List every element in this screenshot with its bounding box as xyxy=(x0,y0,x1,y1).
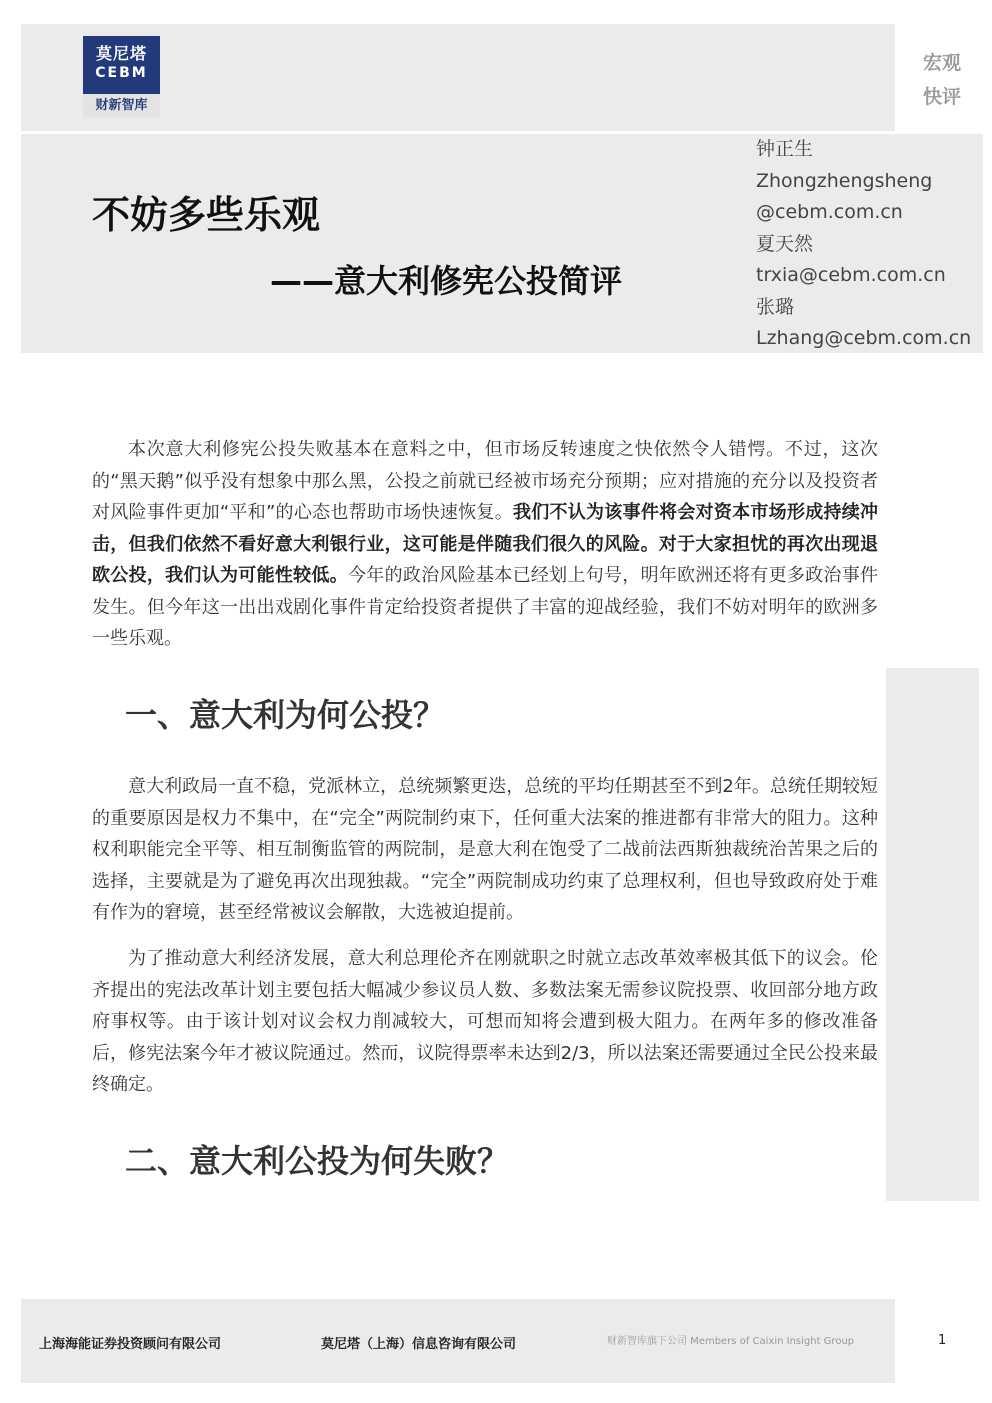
section-paragraph xyxy=(92,943,878,1101)
section-heading: 一、意大利为何公投？ xyxy=(125,696,446,734)
report-title: 不妨多些乐观 xyxy=(92,193,321,237)
section-paragraph xyxy=(92,771,878,929)
paragraph-text: 为了推动意大利经济发展，意大利总理伦齐在刚就职之时就立志改革效率极其低下的议会。伦齐提出的宪法改革计划主要包括大幅减少参议员人数、多数法案无需参议院投票、收回部分地方政府事权等。由于该计划对议会权力削减较大，可想而知将会遭到极大阻力。在两年多的修改准备后，修宪法案今年才被议院通过。然而，议院得票率未达到2/3，所以法案还需要通过全民公投来最终确定。 xyxy=(92,948,878,1095)
section-heading: 二、意大利公投为何失败？ xyxy=(125,1142,510,1180)
footer-company: 莫尼塔（上海）信息咨询有限公司 xyxy=(321,1337,517,1352)
intro-bold-text: 我们不认为该事件将会对资本市场形成持续冲击，但我们依然不看好意大利银行业，这可能是伴随我们很久的风险。对于大家担忧的再次出现退欧公投，我们认为可能性较低。 xyxy=(92,502,878,586)
logo-mark xyxy=(83,36,160,94)
report-category: 宏观快评 xyxy=(922,52,961,108)
author-line: 钟正生 xyxy=(756,138,814,160)
author-line: @cebm.com.cn xyxy=(756,201,903,223)
logo-chinese-name: 莫尼塔 xyxy=(95,44,147,63)
author-line: Lzhang@cebm.com.cn xyxy=(756,327,972,349)
logo-english-name: CEBM xyxy=(95,65,148,81)
author-line: Zhongzhengsheng xyxy=(756,169,933,192)
footer-member-note: 财新智库旗下公司 Members of Caixin Insight Group xyxy=(607,1336,855,1347)
report-subtitle: ——意大利修宪公投简评 xyxy=(270,262,623,300)
footer-company: 上海海能证券投资顾问有限公司 xyxy=(39,1337,222,1352)
side-decoration xyxy=(886,668,979,1201)
author-line: 张璐 xyxy=(756,295,795,318)
logo-subtitle: 财新智库 xyxy=(83,94,160,117)
intro-text-part1: 本次意大利修宪公投失败基本在意料之中，但市场反转速度之快依然令人错愕。不过，这次的“黑天鹅”似乎没有想象中那么黑，公投之前就已经被市场充分预期；应对措施的充分以及投资者对风险事件更加“平和”的心态也帮助市场快速恢复。 xyxy=(92,439,878,523)
intro-text xyxy=(92,434,878,655)
author-line: 夏天然 xyxy=(756,232,814,255)
author-line: trxia@cebm.com.cn xyxy=(756,264,946,286)
intro-text-part2: 今年的政治风险基本已经划上句号，明年欧洲还将有更多政治事件发生。但今年这一出出戏剧化事件肯定给投资者提供了丰富的迎战经验，我们不妨对明年的欧洲多一些乐观。 xyxy=(92,565,878,649)
cebm-logo xyxy=(83,36,160,117)
paragraph-text: 意大利政局一直不稳，党派林立，总统频繁更迭，总统的平均任期甚至不到2年。总统任期较短的重要原因是权力不集中，在“完全”两院制约束下，任何重大法案的推进都有非常大的阻力。这种权利职能完全平等、相互制衡监管的两院制，是意大利在饱受了二战前法西斯独裁统治苦果之后的选择，主要就是为了避免再次出现独裁。“完全”两院制成功约束了总理权利，但也导致政府处于难有作为的窘境，甚至经常被议会解散，大选被迫提前。 xyxy=(92,776,878,923)
author-list xyxy=(756,134,986,355)
page-number: 1 xyxy=(938,1333,947,1348)
intro-paragraph xyxy=(92,434,878,655)
